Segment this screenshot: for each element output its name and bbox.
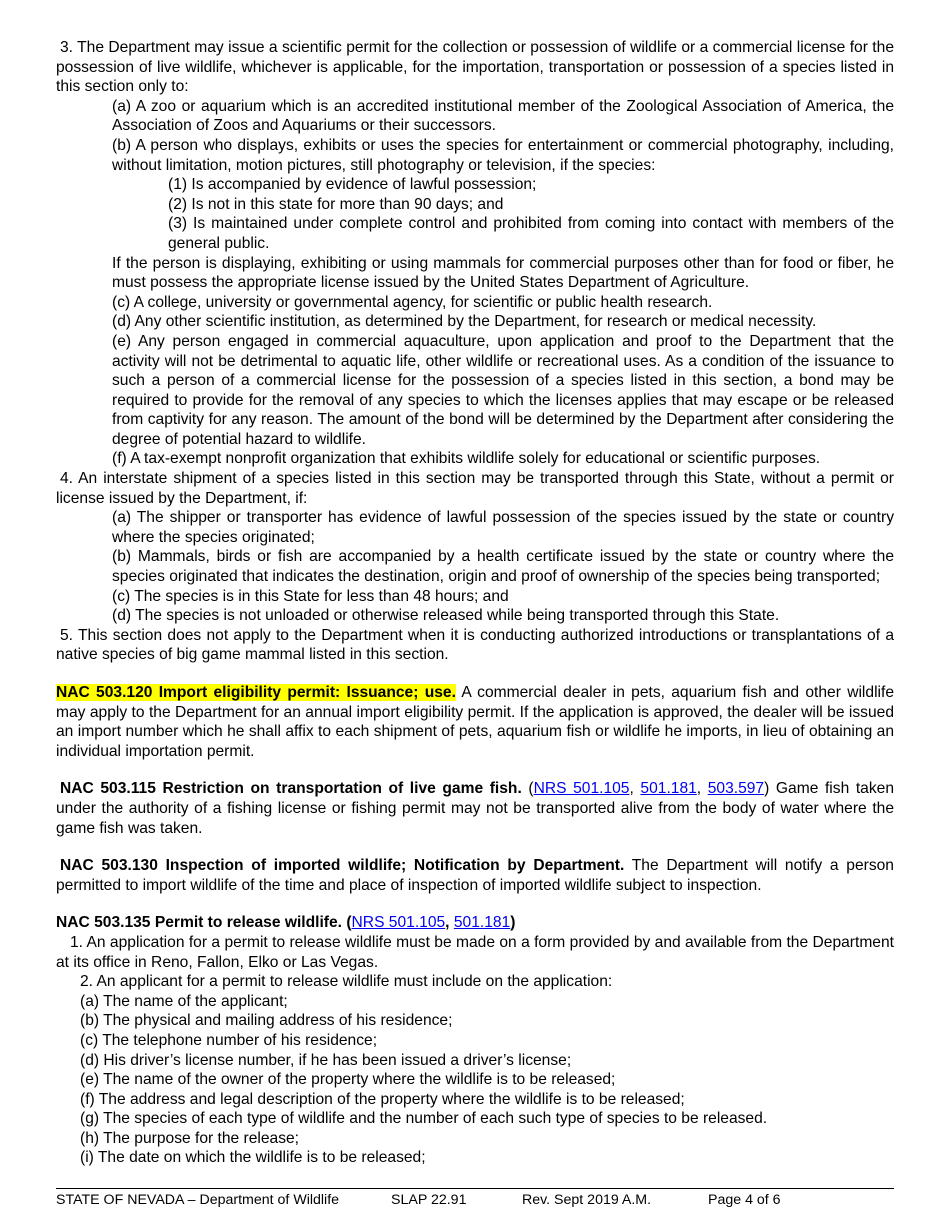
nrs-501-181-link[interactable]: 501.181: [453, 914, 511, 932]
nac-503-120: [56, 683, 894, 761]
list-item: (a) The name of the applicant;: [80, 992, 288, 1010]
section-3-item-c: (c) A college, university or governmental agency, for scientific or public health research.: [112, 293, 713, 311]
page-footer: [56, 1188, 894, 1208]
nrs-501-181-link[interactable]: 501.181: [640, 780, 697, 798]
nac-503-135-title: NAC 503.135 Permit to release wildlife. (: [56, 914, 352, 932]
nac-503-130-heading: NAC 503.130 Inspection of imported wildlife; Notification by Department.: [60, 857, 625, 875]
nac-503-115-heading: NAC 503.115 Restriction on transportation of live game fish.: [60, 780, 522, 798]
section-3-item-b2: (2) Is not in this state for more than 90 days; and: [168, 195, 504, 213]
footer-revision: Rev. Sept 2019 A.M.: [522, 1192, 652, 1208]
section-3-item-b3: (3) Is maintained under complete control and prohibited from coming into contact with members of the general public.: [168, 215, 894, 252]
list-item: (g) The species of each type of wildlife and the number of each such type of species to be released.: [80, 1110, 768, 1128]
section-3-item-d: (d) Any other scientific institution, as determined by the Department, for research or medical necessity.: [112, 313, 817, 331]
section-5: 5. This section does not apply to the Department when it is conducting authorized introductions or transplantations of a native species of big game mammal listed in this section.: [56, 626, 894, 664]
section-3-item-e: (e) Any person engaged in commercial aquaculture, upon application and proof to the Department that the activity will not be detrimental to aquatic life, other wildlife or recreational uses. As a condition of the issuance to such a person of a commercial license for the possession of a species listed in this section, a bond may be required to provide for the removal of any species to which the licenses applies that may escape or be released from captivity for any reason. The amount of the bond will be determined by the Department after considering the degree of potential hazard to wildlife.: [112, 332, 894, 448]
section-3-item-b1: (1) Is accompanied by evidence of lawful possession;: [168, 176, 537, 194]
section-3-item-f: (f) A tax-exempt nonprofit organization that exhibits wildlife solely for educational or scientific purposes.: [112, 450, 821, 468]
footer-agency: STATE OF NEVADA – Department of Wildlife: [56, 1192, 340, 1208]
list-item: (c) The telephone number of his residence;: [80, 1031, 378, 1049]
footer-form-number: SLAP 22.91: [391, 1192, 467, 1208]
list-item: (e) The name of the owner of the property where the wildlife is to be released;: [80, 1071, 616, 1089]
list-item: (h) The purpose for the release;: [80, 1129, 300, 1147]
list-item: (f) The address and legal description of the property where the wildlife is to be released;: [80, 1090, 685, 1108]
nac-503-135-p2: 2. An applicant for a permit to release wildlife must include on the application:: [80, 973, 613, 991]
list-item: (d) His driver’s license number, if he has been issued a driver’s license;: [80, 1051, 572, 1069]
section-3-item-b: (b) A person who displays, exhibits or uses the species for entertainment or commercial photography, including, without limitation, motion pictures, still photography or television, if the species:: [112, 136, 894, 174]
section-4-item-c: (c) The species is in this State for less than 48 hours; and: [112, 587, 509, 605]
nac-503-135-p1: 1. An application for a permit to release wildlife must be made on a form provided by and available from the Department at its office in Reno, Fallon, Elko or Las Vegas.: [56, 933, 894, 971]
section-4-item-a: (a) The shipper or transporter has evidence of lawful possession of the species issued by the state or country where the species originated;: [112, 509, 894, 546]
paren-close: ): [510, 914, 516, 932]
paren-close: ): [764, 780, 770, 798]
nrs-501-105-link[interactable]: NRS 501.105: [351, 914, 446, 932]
nac-503-115: [56, 779, 894, 838]
nrs-501-105-link[interactable]: NRS 501.105: [533, 780, 630, 798]
nac-503-120-body: A commercial dealer in pets, aquarium fish and other wildlife may apply to the Department for an annual import eligibility permit. If the application is approved, the dealer will be issued an import number which he shall affix to each shipment of pets, aquarium fish or wildlife he imports, in lieu of obtaining an individual importation permit.: [56, 684, 894, 760]
separator: ,: [629, 780, 641, 798]
separator: ,: [696, 780, 708, 798]
footer-page-number: Page 4 of 6: [708, 1192, 781, 1208]
document-body: [56, 38, 894, 1168]
separator: ,: [445, 914, 454, 932]
list-item: (b) The physical and mailing address of his residence;: [80, 1012, 453, 1030]
nac-503-135-heading: [56, 913, 894, 933]
section-3-intro: 3. The Department may issue a scientific permit for the collection or possession of wildlife or a commercial license for the possession of live wildlife, whichever is applicable, for the importation, transportation or possession of a species listed in this section only to:: [56, 39, 894, 96]
nac-503-130: [56, 856, 894, 895]
paren-open: (: [521, 780, 534, 798]
section-4-intro: 4. An interstate shipment of a species listed in this section may be transported through this State, without a permit or license issued by the Department, if:: [56, 470, 894, 507]
list-item: (i) The date on which the wildlife is to be released;: [80, 1149, 426, 1167]
section-3-item-a: (a) A zoo or aquarium which is an accredited institutional member of the Zoological Association of America, the Association of Zoos and Aquariums or their successors.: [112, 97, 894, 135]
section-3-usda-note: If the person is displaying, exhibiting or using mammals for commercial purposes other than for food or fiber, he must possess the appropriate license issued by the United States Department of Agriculture.: [112, 254, 894, 292]
nrs-503-597-link[interactable]: 503.597: [707, 780, 765, 798]
section-4-item-b: (b) Mammals, birds or fish are accompanied by a health certificate issued by the state or country where the species originated that indicates the destination, origin and proof of ownership of the species being transported;: [112, 548, 894, 586]
nac-503-115-body: Game fish taken under the authority of a fishing license or fishing permit may not be transported alive from the body of water where the game fish was taken.: [56, 780, 894, 837]
nac-503-130-body: The Department will notify a person permitted to import wildlife of the time and place of inspection of imported wildlife subject to inspection.: [56, 857, 894, 894]
section-4-item-d: (d) The species is not unloaded or otherwise released while being transported through this State.: [112, 607, 780, 625]
nac-503-120-heading: NAC 503.120 Import eligibility permit: Issuance; use.: [56, 684, 456, 701]
